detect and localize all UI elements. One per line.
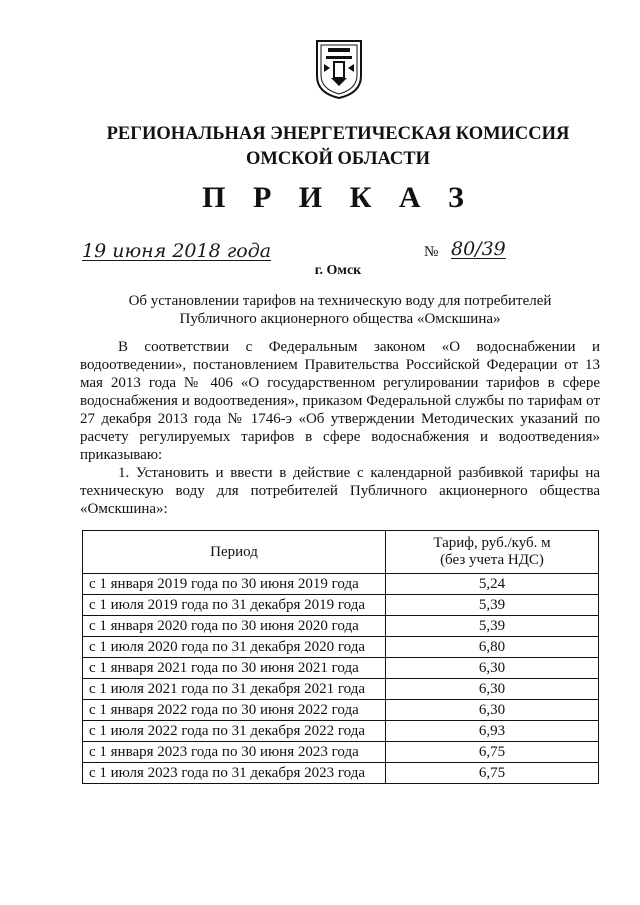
paragraph-preamble: В соответствии с Федеральным законом «О водоснабжении и водоотведении», постановлением Правительства Российской Федерации от 13 мая 2013 года № 406 «О государственном регулировании тарифов в сфере водоснабжения и водоотведения», приказом Федеральной службы по тарифам от 27 декабря 2013 года № 1746-э «Об утверждении Методических указаний по расчету регулируемых тарифов в сфере водоснабжения и водоотведения» приказываю: bbox=[80, 339, 600, 463]
table-row bbox=[83, 658, 599, 679]
table-row bbox=[83, 595, 599, 616]
tariff-cell: 6,30 bbox=[386, 658, 599, 679]
tariff-cell: 6,93 bbox=[386, 721, 599, 742]
city: г. Омск bbox=[314, 263, 362, 278]
header-period: Период bbox=[83, 531, 386, 574]
document-body bbox=[80, 338, 600, 518]
period-cell: с 1 июля 2022 года по 31 декабря 2022 года bbox=[83, 721, 386, 742]
table-row bbox=[83, 763, 599, 784]
period-cell: с 1 января 2019 года по 30 июня 2019 года bbox=[83, 574, 386, 595]
period-cell: с 1 января 2022 года по 30 июня 2022 года bbox=[83, 700, 386, 721]
table-row bbox=[83, 742, 599, 763]
org-line-2: ОМСКОЙ ОБЛАСТИ bbox=[245, 149, 431, 169]
table-row bbox=[83, 721, 599, 742]
period-cell: с 1 января 2023 года по 30 июня 2023 года bbox=[83, 742, 386, 763]
tariff-cell: 6,30 bbox=[386, 679, 599, 700]
tariff-cell: 5,39 bbox=[386, 595, 599, 616]
document-title: П Р И К А З bbox=[202, 181, 474, 214]
number-label: № bbox=[424, 244, 439, 260]
org-line-1: РЕГИОНАЛЬНАЯ ЭНЕРГЕТИЧЕСКАЯ КОМИССИЯ bbox=[106, 124, 570, 144]
tariff-table bbox=[82, 530, 599, 784]
period-cell: с 1 июля 2023 года по 31 декабря 2023 года bbox=[83, 763, 386, 784]
document-number: 80/39 bbox=[451, 238, 506, 260]
table-header-row bbox=[83, 531, 599, 574]
tariff-table-body bbox=[83, 574, 599, 784]
tariff-cell: 6,75 bbox=[386, 763, 599, 784]
coat-of-arms-emblem bbox=[314, 38, 364, 100]
period-cell: с 1 июля 2019 года по 31 декабря 2019 года bbox=[83, 595, 386, 616]
table-row bbox=[83, 700, 599, 721]
tariff-cell: 6,30 bbox=[386, 700, 599, 721]
document-date: 19 июня 2018 года bbox=[82, 240, 272, 262]
subject-line-2: Публичного акционерного общества «Омскшина» bbox=[179, 311, 501, 327]
period-cell: с 1 июля 2020 года по 31 декабря 2020 года bbox=[83, 637, 386, 658]
tariff-cell: 5,39 bbox=[386, 616, 599, 637]
header-tariff bbox=[386, 531, 599, 574]
table-row bbox=[83, 637, 599, 658]
header-tariff-line-1: Тариф, руб./куб. м bbox=[433, 535, 551, 551]
document-subject bbox=[80, 292, 600, 328]
header-tariff-line-2: (без учета НДС) bbox=[440, 552, 544, 568]
period-cell: с 1 января 2020 года по 30 июня 2020 года bbox=[83, 616, 386, 637]
tariff-cell: 6,80 bbox=[386, 637, 599, 658]
tariff-cell: 6,75 bbox=[386, 742, 599, 763]
table-row bbox=[83, 574, 599, 595]
tariff-cell: 5,24 bbox=[386, 574, 599, 595]
period-cell: с 1 января 2021 года по 30 июня 2021 года bbox=[83, 658, 386, 679]
period-cell: с 1 июля 2021 года по 31 декабря 2021 года bbox=[83, 679, 386, 700]
subject-line-1: Об установлении тарифов на техническую воду для потребителей bbox=[128, 293, 552, 309]
table-row bbox=[83, 616, 599, 637]
organization-name bbox=[0, 122, 640, 172]
paragraph-item-1: 1. Установить и ввести в действие с календарной разбивкой тарифы на техническую воду для потребителей Публичного акционерного общества «Омскшина»: bbox=[80, 465, 600, 517]
table-row bbox=[83, 679, 599, 700]
